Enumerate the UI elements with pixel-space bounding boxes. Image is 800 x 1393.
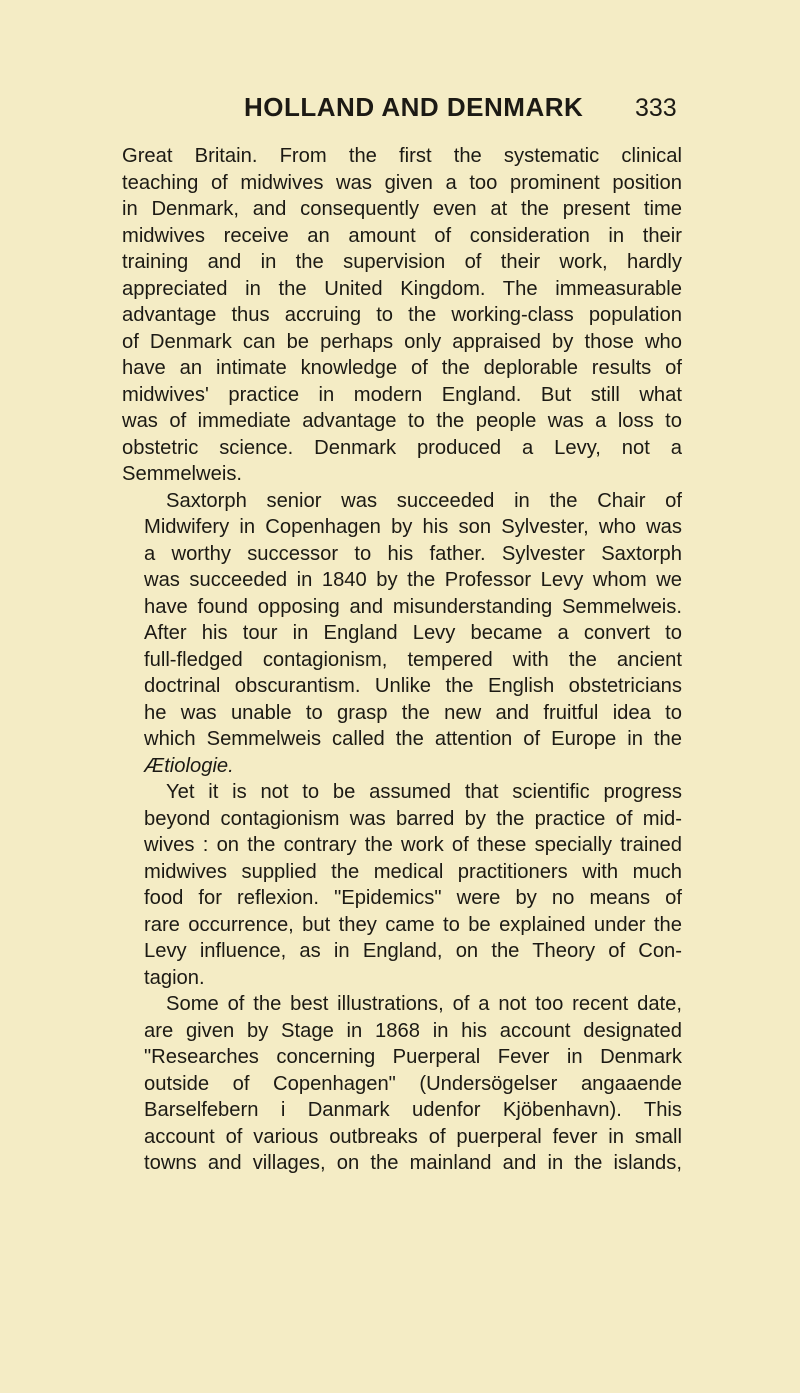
text-line: Saxtorph senior was succeeded in the Chair of: [166, 489, 682, 512]
page-header: [0, 92, 800, 132]
paragraph-2: [122, 488, 682, 780]
text-line: midwives' practice in modern England. But still what: [122, 383, 682, 406]
text-line: are given by Stage in 1868 in his account designated: [144, 1019, 682, 1042]
paragraph-4: [122, 991, 682, 1177]
text-line: advantage thus accruing to the working-class population: [122, 304, 682, 326]
text-line: beyond contagionism was barred by the practice of mid-: [144, 807, 682, 830]
text-line: Midwifery in Copenhagen by his son Sylvester, who was: [144, 516, 682, 538]
text-line: Barselfebern i Danmark udenfor Kjöbenhavn). This: [144, 1099, 682, 1121]
text-line: a worthy successor to his father. Sylvester Saxtorph: [144, 542, 682, 565]
text-line: was of immediate advantage to the people was a loss to: [122, 410, 682, 432]
text-line: tagion.: [144, 966, 205, 989]
text-line: midwives supplied the medical practitioners with much: [144, 860, 682, 883]
text-line: of Denmark can be perhaps only appraised by those who: [122, 330, 682, 353]
text-line: obstetric science. Denmark produced a Levy, not a: [122, 436, 682, 459]
text-line: account of various outbreaks of puerperal fever in small: [144, 1125, 682, 1148]
text-line: was succeeded in 1840 by the Professor Levy whom we: [144, 569, 682, 591]
text-line: Semmelweis.: [122, 463, 243, 485]
text-line: Yet it is not to be assumed that scientific progress: [166, 781, 682, 803]
text-line: After his tour in England Levy became a convert to: [144, 622, 682, 644]
text-line: Levy influence, as in England, on the Theory of Con-: [144, 940, 682, 962]
text-line: towns and villages, on the mainland and in the islands,: [144, 1152, 682, 1174]
text-line: teaching of midwives was given a too prominent position: [122, 171, 682, 194]
page-number: 333: [635, 94, 677, 122]
text-line: in Denmark, and consequently even at the present time: [122, 198, 682, 220]
text-line: midwives receive an amount of consideration in their: [122, 224, 682, 247]
text-line: full-fledged contagionism, tempered with the ancient: [144, 648, 682, 671]
text-line: "Researches concerning Puerperal Fever in Denmark: [144, 1046, 682, 1068]
text-line: doctrinal obscurantism. Unlike the English obstetricians: [144, 675, 682, 697]
text-line: he was unable to grasp the new and fruitful idea to: [144, 701, 682, 724]
paragraph-1: [122, 143, 682, 488]
paragraph-3: [122, 779, 682, 991]
text-line: outside of Copenhagen" (Undersögelser angaaende: [144, 1072, 682, 1095]
text-line: rare occurrence, but they came to be explained under the: [144, 913, 682, 936]
text-line: have found opposing and misunderstanding Semmelweis.: [144, 595, 682, 618]
text-line: Some of the best illustrations, of a not too recent date,: [166, 993, 682, 1015]
running-head: HOLLAND AND DENMARK: [244, 92, 584, 122]
text-line: wives : on the contrary the work of these specially trained: [144, 834, 682, 856]
text-line: Ætiologie.: [144, 754, 234, 777]
text-line: have an intimate knowledge of the deplorable results of: [122, 357, 682, 379]
text-line: which Semmelweis called the attention of Europe in the: [144, 728, 682, 750]
text-line: food for reflexion. "Epidemics" were by no means of: [144, 887, 682, 909]
text-line: Great Britain. From the first the systematic clinical: [122, 145, 682, 167]
text-line: training and in the supervision of their work, hardly: [122, 251, 682, 273]
text-line: appreciated in the United Kingdom. The immeasurable: [122, 277, 682, 300]
body-text: [122, 143, 682, 1177]
